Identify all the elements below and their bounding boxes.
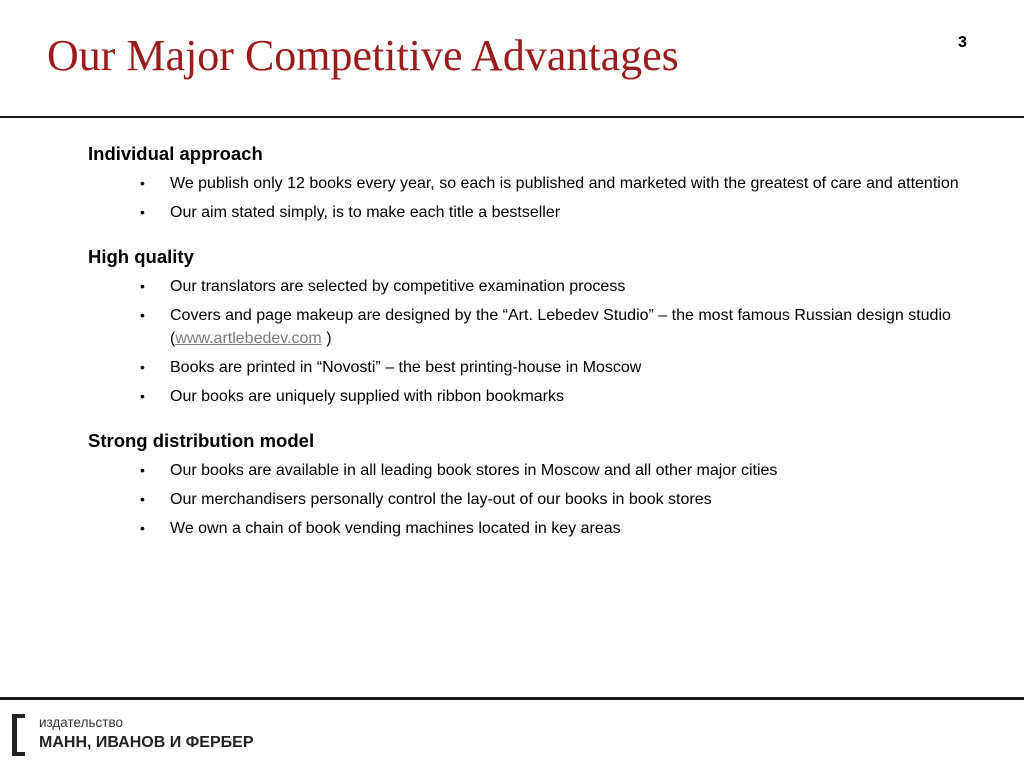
publisher-logo — [12, 712, 252, 756]
bullet-icon: • — [140, 307, 145, 323]
logo-line2: МАНН, ИВАНОВ И ФЕРБЕР — [39, 734, 254, 751]
list-item: • Our translators are selected by competitive examination process — [88, 275, 998, 298]
section-heading: High quality — [88, 246, 194, 267]
bullet-icon: • — [140, 520, 145, 536]
bullet-icon: • — [140, 175, 145, 191]
artlebedev-link[interactable]: www.artlebedev.com — [175, 330, 322, 347]
bullet-icon: • — [140, 278, 145, 294]
section-heading: Individual approach — [88, 143, 263, 164]
list-item: • We publish only 12 books every year, so each is published and marketed with the greatest of care and attention — [88, 172, 998, 195]
bullet-list — [88, 459, 998, 540]
section-individual-approach — [88, 143, 998, 224]
bullet-icon: • — [140, 491, 145, 507]
bullet-list — [88, 172, 998, 224]
bottom-divider — [0, 697, 1024, 700]
bullet-icon: • — [140, 359, 145, 375]
section-heading: Strong distribution model — [88, 430, 315, 451]
list-item: • Our aim stated simply, is to make each title a bestseller — [88, 201, 998, 224]
bullet-icon: • — [140, 204, 145, 220]
page-number: 3 — [958, 34, 967, 51]
list-item: • Books are printed in “Novosti” – the best printing-house in Moscow — [88, 356, 998, 379]
bullet-icon: • — [140, 388, 145, 404]
section-high-quality — [88, 246, 998, 408]
bracket-icon — [12, 714, 26, 756]
slide-content — [88, 143, 998, 562]
bullet-icon: • — [140, 462, 145, 478]
top-divider — [0, 116, 1024, 118]
bullet-list — [88, 275, 998, 408]
list-item: • Covers and page makeup are designed by the “Art. Lebedev Studio” – the most famous Russian design studio (www.artlebedev.com ) — [88, 304, 998, 350]
list-item: • Our books are available in all leading book stores in Moscow and all other major cities — [88, 459, 998, 482]
list-item: • Our books are uniquely supplied with ribbon bookmarks — [88, 385, 998, 408]
list-item: • Our merchandisers personally control the lay-out of our books in book stores — [88, 488, 998, 511]
section-strong-distribution — [88, 430, 998, 540]
slide-title: Our Major Competitive Advantages — [47, 31, 679, 80]
list-item: • We own a chain of book vending machines located in key areas — [88, 517, 998, 540]
logo-line1: издательство — [39, 715, 123, 730]
